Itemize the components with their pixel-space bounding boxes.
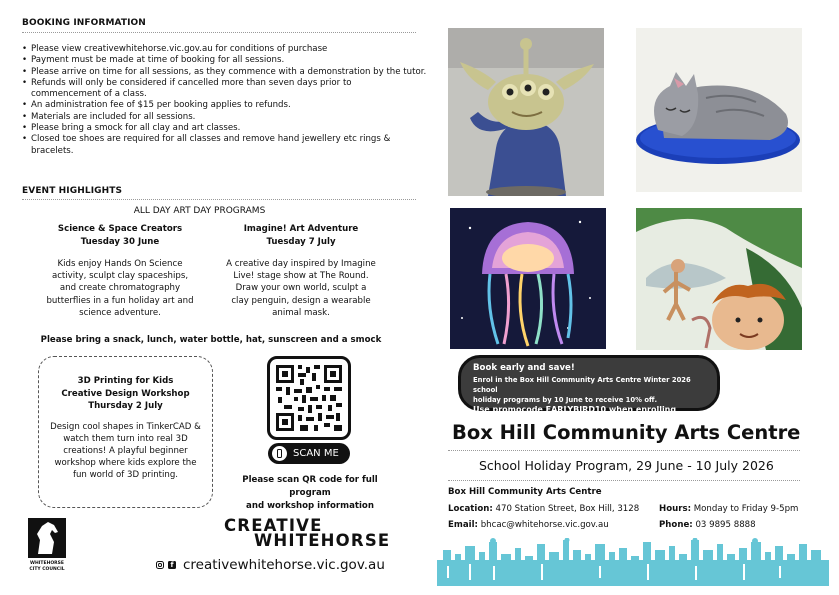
event-name: Science & Space Creators — [57, 224, 183, 234]
booking-item: • Closed toe shoes are required for all classes and remove hand jewellery etc rings & bracelets. — [22, 134, 432, 157]
phone-row — [659, 520, 756, 530]
photo-jellyfish — [450, 208, 606, 349]
email-value[interactable]: bhcac@whitehorse.vic.gov.au — [480, 520, 609, 530]
divider — [22, 32, 416, 33]
booking-item: • An administration fee of $15 per booking applies to refunds. — [22, 100, 432, 111]
booking-item: • Materials are included for all sessions. — [22, 112, 432, 123]
hours-label: Hours: — [659, 504, 692, 514]
phone-icon — [272, 446, 287, 461]
promo-banner — [458, 355, 720, 423]
hours-value: Monday to Friday 9-5pm — [693, 504, 799, 514]
workshop-box — [38, 356, 213, 508]
email-label: Email: — [448, 520, 478, 530]
events-title: EVENT HIGHLIGHTS — [22, 186, 123, 196]
event-science — [46, 223, 194, 319]
booking-item: • Please view creativewhitehorse.vic.gov.au for conditions of purchase — [22, 44, 432, 55]
event-description: A creative day inspired by Imagine Live! stage show at The Round. Draw your own world, sculpt a clay penguin, design a wearable animal mask. — [226, 259, 376, 318]
instagram-icon[interactable] — [156, 561, 164, 569]
booking-title: BOOKING INFORMATION — [22, 18, 146, 28]
photo-sleeping-cat — [636, 28, 802, 192]
divider — [448, 480, 800, 481]
event-description: Kids enjoy Hands On Science activity, sculpt clay spaceships, and create chromatography butterflies in a fun holiday art and science adventure. — [46, 259, 194, 318]
location-label: Location: — [448, 504, 493, 514]
event-imagine — [226, 223, 376, 319]
creative-whitehorse-logo — [224, 518, 390, 548]
council-logo — [28, 518, 66, 558]
location-row — [448, 504, 639, 514]
council-name — [16, 561, 78, 572]
logo-line: CREATIVE — [224, 516, 323, 535]
phone-label: Phone: — [659, 520, 693, 530]
booking-item: • Please bring a smock for all clay and art classes. — [22, 123, 432, 134]
promo-headline: Book early and save! — [473, 363, 575, 373]
event-date: Tuesday 30 June — [80, 236, 160, 247]
phone-value[interactable]: 03 9895 8888 — [695, 520, 756, 530]
qr-caption-line: and workshop information — [246, 501, 374, 511]
events-subtitle: ALL DAY ART DAY PROGRAMS — [133, 206, 266, 216]
event-name: Imagine! Art Adventure — [243, 224, 359, 234]
council-name-line: CITY COUNCIL — [29, 566, 65, 572]
hours-row — [659, 504, 798, 514]
photo-illustration-child — [636, 208, 802, 350]
divider — [448, 450, 800, 451]
email-row — [448, 520, 609, 530]
booking-item: • Refunds will only be considered if cancelled more than seven days prior to commencement of a class. — [22, 78, 362, 101]
booking-item: • Payment must be made at time of booking for all sessions. — [22, 55, 432, 66]
scan-me-button[interactable] — [268, 443, 350, 464]
booking-item: • Please arrive on time for all sessions, as they commence with a demonstration by the tutor. — [22, 67, 432, 78]
workshop-subtitle: Creative Design Workshop — [61, 388, 190, 399]
qr-caption-line: Please scan QR code for full program — [242, 475, 378, 498]
horse-icon — [28, 518, 66, 558]
skyline-decoration — [437, 538, 829, 586]
website-row — [156, 557, 385, 573]
scan-me-label: SCAN ME — [293, 448, 339, 459]
logo-line: WHITEHORSE — [254, 531, 391, 550]
centre-title: Box Hill Community Arts Centre — [452, 421, 801, 444]
divider — [22, 199, 416, 200]
workshop-date: Thursday 2 July — [88, 401, 163, 411]
event-date: Tuesday 7 July — [266, 236, 336, 247]
council-name-line: WHITEHORSE — [30, 561, 64, 566]
qr-code-image — [276, 365, 342, 431]
qr-caption — [222, 474, 398, 513]
promo-line: holiday programs by 10 June to receive 10% off. — [473, 396, 658, 404]
location-value: 470 Station Street, Box Hill, 3128 — [495, 504, 640, 514]
bring-note: Please bring a snack, lunch, water bottle, hat, sunscreen and a smock — [40, 335, 382, 345]
website-link[interactable]: creativewhitehorse.vic.gov.au — [183, 557, 385, 573]
qr-code[interactable] — [267, 356, 351, 440]
contact-name: Box Hill Community Arts Centre — [448, 487, 602, 497]
workshop-title: 3D Printing for Kids — [77, 376, 174, 386]
promo-line: Enrol in the Box Hill Community Arts Centre Winter 2026 school — [473, 376, 691, 394]
program-dates: School Holiday Program, 29 June - 10 July 2026 — [479, 458, 774, 473]
workshop-description: Design cool shapes in TinkerCAD & watch them turn into real 3D creations! A playful beginner workshop where kids explore the fun world of 3D printing. — [50, 421, 201, 481]
photo-clay-alien — [448, 28, 604, 196]
facebook-icon[interactable]: f — [168, 561, 176, 569]
promo-code: Use promocode EARLYBIRD10 when enrolling online. — [473, 405, 677, 423]
booking-list — [22, 44, 432, 157]
